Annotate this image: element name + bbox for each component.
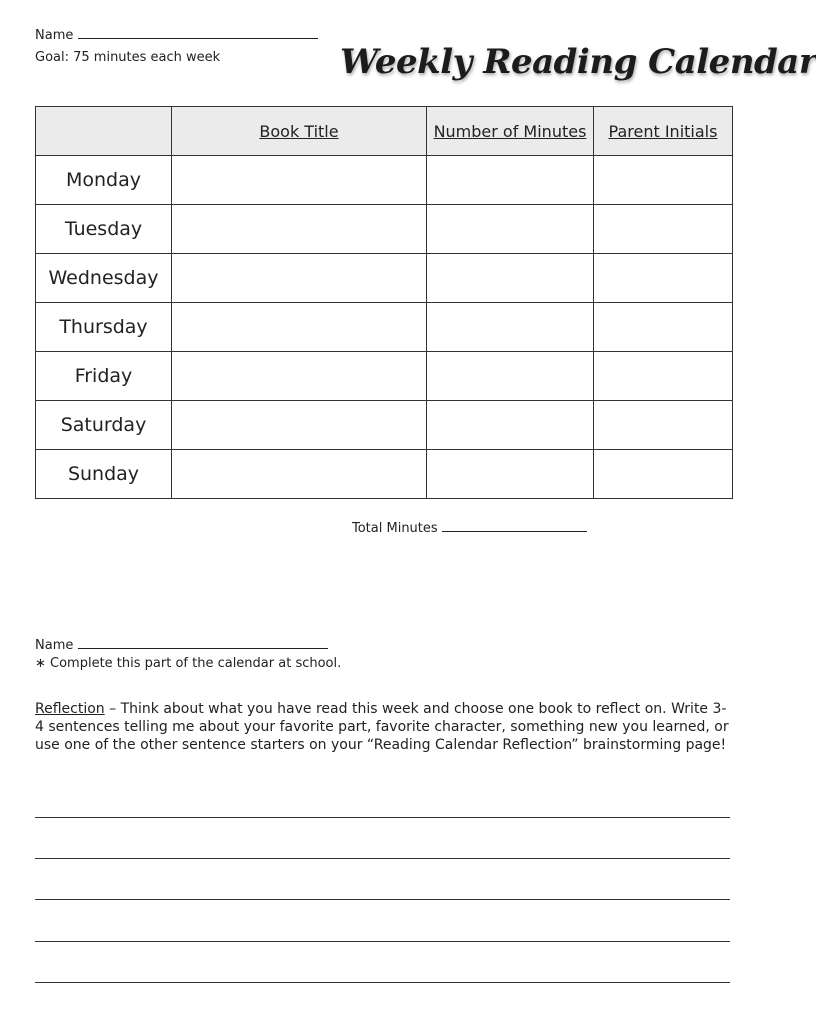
day-label: Thursday xyxy=(36,303,172,352)
day-label: Friday xyxy=(36,352,172,401)
table-header-row xyxy=(36,107,733,156)
page-title: Weekly Reading Calendar xyxy=(340,42,816,82)
reflection-label: Reflection xyxy=(35,701,105,717)
book-title-cell[interactable] xyxy=(172,303,427,352)
book-title-cell[interactable] xyxy=(172,156,427,205)
second-name-blank[interactable] xyxy=(78,648,328,649)
minutes-cell[interactable] xyxy=(427,205,594,254)
initials-cell[interactable] xyxy=(594,450,733,499)
name-field xyxy=(35,28,318,43)
initials-cell[interactable] xyxy=(594,156,733,205)
name-blank[interactable] xyxy=(78,38,318,39)
day-label: Wednesday xyxy=(36,254,172,303)
column-header-minutes: Number of Minutes xyxy=(427,107,594,156)
table-row xyxy=(36,205,733,254)
minutes-cell[interactable] xyxy=(427,352,594,401)
initials-cell[interactable] xyxy=(594,205,733,254)
day-label: Sunday xyxy=(36,450,172,499)
writing-line[interactable] xyxy=(35,982,730,983)
writing-line[interactable] xyxy=(35,899,730,900)
school-note: ∗ Complete this part of the calendar at school. xyxy=(35,656,342,671)
initials-cell[interactable] xyxy=(594,352,733,401)
name-label: Name xyxy=(35,28,74,43)
writing-line[interactable] xyxy=(35,941,730,942)
total-minutes-field xyxy=(352,521,587,536)
second-name-field xyxy=(35,638,328,653)
book-title-cell[interactable] xyxy=(172,205,427,254)
reflection-prompt xyxy=(35,700,735,754)
book-title-cell[interactable] xyxy=(172,254,427,303)
book-title-cell[interactable] xyxy=(172,450,427,499)
minutes-cell[interactable] xyxy=(427,303,594,352)
minutes-cell[interactable] xyxy=(427,156,594,205)
column-header-day xyxy=(36,107,172,156)
table-row xyxy=(36,156,733,205)
table-row xyxy=(36,450,733,499)
minutes-cell[interactable] xyxy=(427,401,594,450)
book-title-cell[interactable] xyxy=(172,401,427,450)
minutes-cell[interactable] xyxy=(427,254,594,303)
initials-cell[interactable] xyxy=(594,401,733,450)
writing-line[interactable] xyxy=(35,858,730,859)
reflection-text: – Think about what you have read this week and choose one book to reflect on. Write 3-4 sentences telling me about your favorite part, favorite character, something new you learned, or use one of the other sentence starters on your “Reading Calendar Reflection” brainstorming page! xyxy=(35,701,729,753)
table-row xyxy=(36,254,733,303)
total-minutes-blank[interactable] xyxy=(442,531,587,532)
reading-calendar-table xyxy=(35,106,733,499)
day-label: Saturday xyxy=(36,401,172,450)
table-row xyxy=(36,401,733,450)
writing-line[interactable] xyxy=(35,817,730,818)
initials-cell[interactable] xyxy=(594,254,733,303)
initials-cell[interactable] xyxy=(594,303,733,352)
column-header-book-title: Book Title xyxy=(172,107,427,156)
table-row xyxy=(36,352,733,401)
second-name-label: Name xyxy=(35,638,74,653)
day-label: Tuesday xyxy=(36,205,172,254)
goal-text: Goal: 75 minutes each week xyxy=(35,50,221,65)
table-row xyxy=(36,303,733,352)
minutes-cell[interactable] xyxy=(427,450,594,499)
day-label: Monday xyxy=(36,156,172,205)
total-minutes-label: Total Minutes xyxy=(352,521,438,536)
book-title-cell[interactable] xyxy=(172,352,427,401)
column-header-parent-initials: Parent Initials xyxy=(594,107,733,156)
